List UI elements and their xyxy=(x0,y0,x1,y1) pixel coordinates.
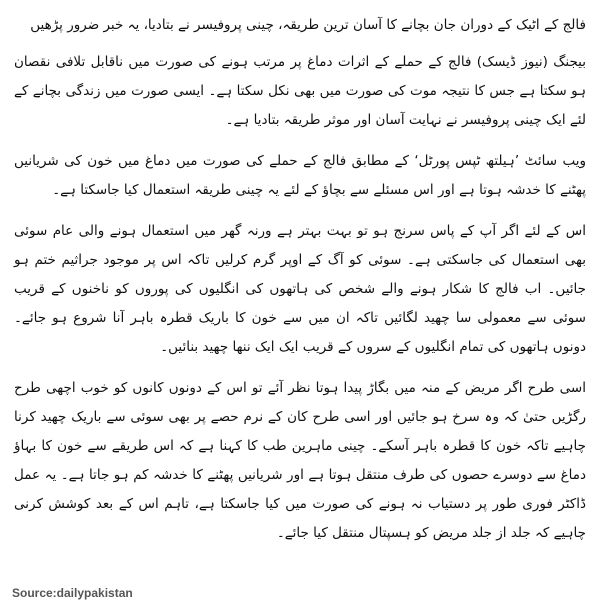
source-credit: Source:dailypakistan xyxy=(12,586,133,600)
article-paragraph-4: اسی طرح اگر مریض کے منہ میں بگاڑ پیدا ہوتا نظر آئے تو اس کے دونوں کانوں کو خوب اچھی طرح رگڑیں حتیٰ کہ وہ سرخ ہو جائیں اور اسی طرح کان کے نرم حصے پر بھی سوئی سے باریک چھید کرنا چاہیے تاکہ خون کا قطرہ باہر آسکے۔ چینی ماہرین طب کا کہنا ہے کہ اس طریقے سے خون کا بہاؤ دماغ سے دوسرے حصوں کی طرف منتقل ہوتا ہے اور شریانیں پھٹنے کا خدشہ کم ہو جاتا ہے۔ یہ عمل ڈاکٹر فوری طور پر دستیاب نہ ہونے کی صورت میں کیا جاسکتا ہے، تاہم اس کے بعد کوشش کرنی چاہیے کہ جلد از جلد مریض کو ہسپتال منتقل کیا جائے۔ xyxy=(14,380,586,541)
article-paragraph-1: بیجنگ (نیوز ڈیسک) فالج کے حملے کے اثرات دماغ پر مرتب ہونے کی صورت میں ناقابل تلافی نقصان ہو سکتا ہے جس کا نتیجہ موت کی صورت میں بھی نکل سکتا ہے۔ ایسی صورت میں زندگی بچانے کے لئے ایک چینی پروفیسر نے نہایت آسان اور موثر طریقہ بتادیا ہے۔ xyxy=(14,54,586,128)
article-paragraph-3: اس کے لئے اگر آپ کے پاس سرنج ہو تو بہت بہتر ہے ورنہ گھر میں استعمال ہونے والی عام سوئی بھی استعمال کی جاسکتی ہے۔ سوئی کو آگ کے اوپر گرم کرلیں تاکہ اس پر موجود جراثیم ختم ہو جائیں۔ اب فالج کا شکار ہونے والے شخص کی ہاتھوں کی انگلیوں کی پوروں کو ناخنوں کے قریب سوئی سے معمولی سا چھید لگائیں تاکہ ان میں سے خون کا باریک قطرہ باہر آنا شروع ہو جائے۔ دونوں ہاتھوں کی تمام انگلیوں کے سروں کے قریب ایک ایک ننھا چھید بنائیں۔ xyxy=(14,223,586,355)
article-headline: فالج کے اٹیک کے دوران جان بچانے کا آسان ترین طریقہ، چینی پروفیسر نے بتادیا، یہ خبر ضرور پڑھیں xyxy=(30,17,586,33)
article-paragraph-2: ویب سائٹ ’ہیلتھ ٹپس پورٹل‘ کے مطابق فالج کے حملے کی صورت میں دماغ میں خون کی شریانیں پھٹنے کا خدشہ ہوتا ہے اور اس مسئلے سے بچاؤ کے لئے یہ چینی طریقہ استعمال کیا جاسکتا ہے۔ xyxy=(14,153,586,198)
